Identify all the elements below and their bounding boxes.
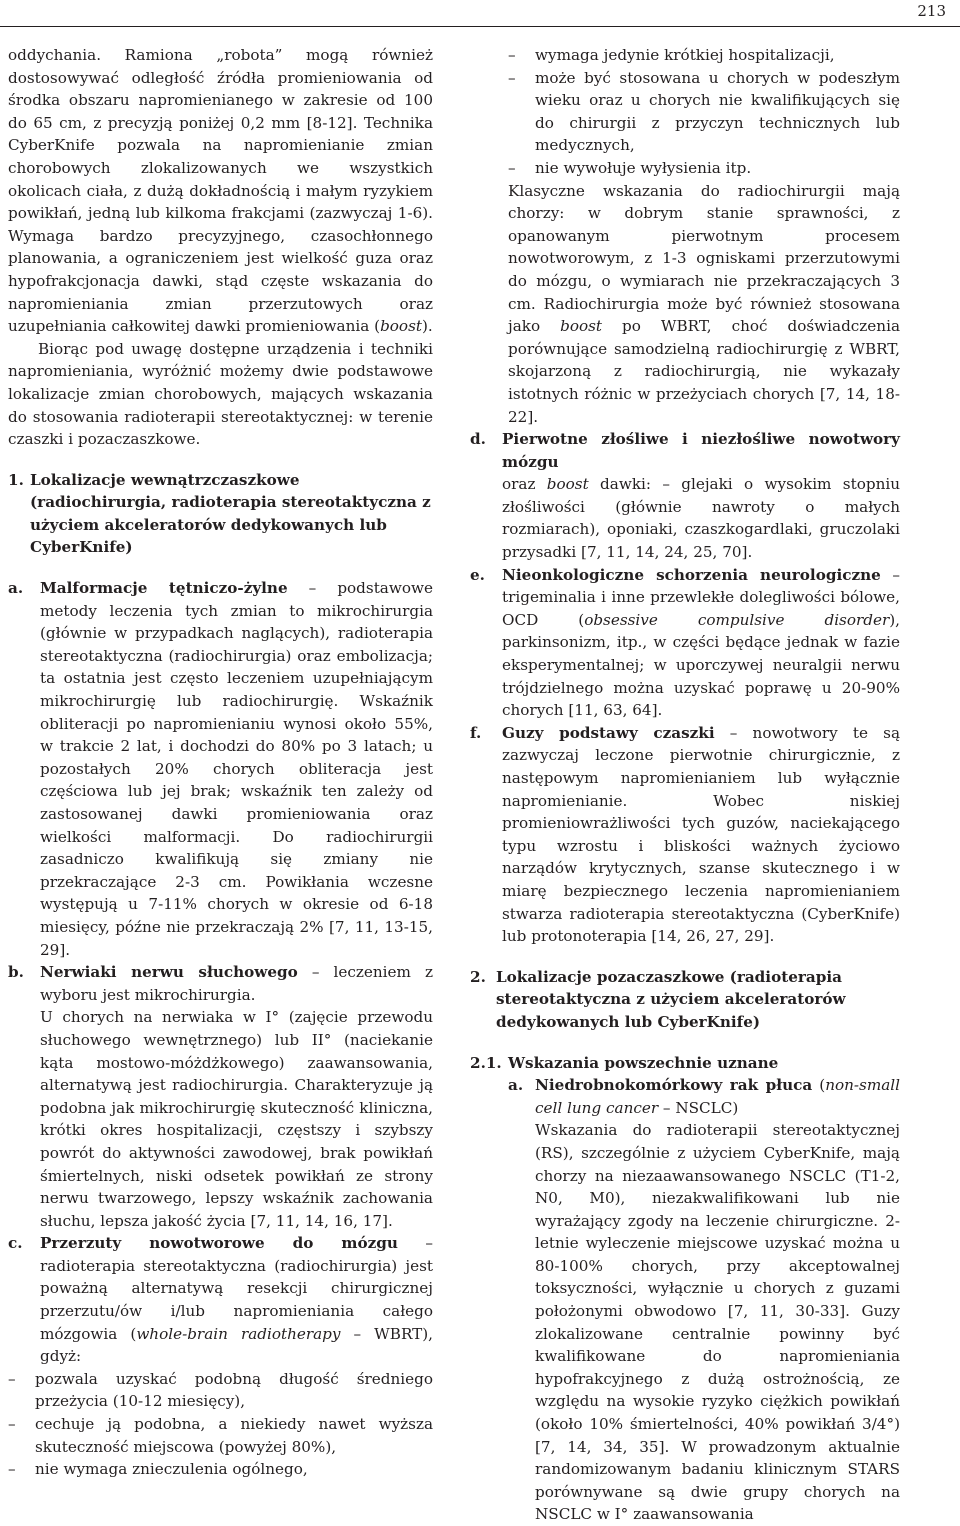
item-b: b. Nerwiaki nerwu słuchowego – leczeniem z wyboru jest mikrochirurgia. U chorych na nerwiaka w I° (zajęcie przewodu słuchowego wewnętrznego) lub II° (naciekanie kąta mostowo-móżdżkowego) zaawansowania, alternatywą jest radiochirurgia. Charakteryzuje ją podobna jak mikrochirurgię skuteczność kliniczna, krótki okres hospitalizacji, częstszy i szybszy powrót do aktywności zawodowej, brak powikłań śmiertelnych, niski odsetek powikłań ze strony nerwu twarzowego, lepszy wskaźnik zachowania słuchu, lepsza jakość życia [7, 11, 14, 16, 17].	[8, 963, 433, 1230]
page-number: 213	[917, 2, 946, 20]
item-e: e. Nieonkologiczne schorzenia neurologiczne – trigeminalia i inne przewlekłe dolegliwości bólowe, OCD (obsessive compulsive disorder), parkinsonizm, itp., w części będące jednak w fazie eksperymentalnej; w uporczywej neuralgii nerwu trójdzielnego można uzyskać poprawę u 20-90% chorych [11, 63, 64].	[470, 565, 900, 720]
section-heading-2: 2. Lokalizacje pozaczaszkowe (radioterapia stereotaktyczna z użyciem akceleratorów dedykowanych lub CyberKnife)	[470, 967, 846, 1031]
dash-item: – może być stosowana u chorych w podeszłym wieku oraz u chorych nie kwalifikujących się do chirurgii z przyczyn technicznych lub medycznych,	[508, 68, 900, 155]
dash-item: – pozwala uzyskać podobną długość średniego przeżycia (10-12 miesięcy),	[8, 1369, 433, 1411]
item-a: a. Malformacje tętniczo-żylne – podstawowe metody leczenia tych zmian to mikrochirurgia (głównie w przypadkach naglących), radioterapia stereotaktyczna (radiochirurgia) oraz embolizacja; ta ostatnia jest często leczeniem uzupełniającym mikrochirurgię lub radiochirurgię. Wskaźnik obliteracji po napromienianiu wynosi około 55%, w trakcie 2 lat, i dochodzi do 80% po 3 latach; u pozostałych 20% chorych obliteracja jest częściowa lub jej brak; wskaźnik ten zależy od zastosowanej dawki promieniowania oraz wielkości malformacji. Do radiochirurgii zasadniczo kwalifikują się zmiany nie przekraczające 2-3 cm. Powikłania wczesne występują u 7-11% chorych w okresie od 6-18 miesięcy, późne nie przekraczają 2% [7, 11, 13-15, 29].	[8, 579, 433, 959]
subsection-heading-2-1: 2.1. Wskazania powszechnie uznane	[470, 1053, 779, 1072]
header-rule	[0, 26, 960, 27]
section-heading-1: 1. Lokalizacje wewnątrzczaszkowe (radiochirurgia, radioterapia stereotaktyczna z użyciem akceleratorów dedykowanych lub CyberKnife)	[8, 470, 431, 557]
intro-paragraph: oddychania. Ramiona „robota” mogą również dostosowywać odległość źródła promieniowania od środka obszaru napromienianego w zakresie od 100 do 65 cm, z precyzją poniżej 0,2 mm [8-12]. Technika CyberKnife pozwala na napromienianie zmian chorobowych zlokalizowanych we wszystkich okolicach ciała, z dużą dokładnością i małym ryzykiem powikłań, jedną lub kilkoma frakcjami (zazwyczaj 1-6). Wymaga bardzo precyzyjnego, czasochłonnego planowania, a ograniczeniem jest wielkość guza oraz hypofrakcjonacja dawki, stąd częste wskazania do napromieniania zmian przerzutowych oraz uzupełniania całkowitej dawki promieniowania (boost).	[8, 46, 433, 336]
item-nsclc: a. Niedrobnokomórkowy rak płuca (non-small cell lung cancer – NSCLC) Wskazania do radioterapii stereotaktycznej (RS), szczególnie z użyciem CyberKnife, mają chorzy na niezaawansowanego NSCLC (T1-2, N0, M0), niezakwalifikowani lub nie wyrażający zgody na leczenie chirurgiczne. 2-letnie wyleczenie miejscowe uzyskać można u 80-100% chorych, przy akceptowalnej toksyczności, wyłącznie u chorych z guzami położonymi obwodowo [7, 11, 30-33]. Guzy zlokalizowane centralnie powinny być kwalifikowane do napromieniania hypofrakcyjnego z dużą ostrożnością, ze względu na wysokie ryzyko ciężkich powikłań (około 10% śmiertelności, 40% powikłań 3/4°) [7, 14, 34, 35]. W prowadzonym aktualnie randomizowanym badaniu klinicznym STARS porównywane są dwie grupy chorych na NSCLC w I° zaawansowania	[508, 1076, 900, 1524]
item-d: d. Pierwotne złośliwe i niezłośliwe nowotwory mózgu oraz boost dawki: – glejaki o wysokim stopniu złośliwości (głównie nawroty o małych rozmiarach), oponiaki, czaszkogardlaki, gruczolaki przysadki [7, 11, 14, 24, 25, 70].	[470, 430, 900, 562]
left-column	[8, 44, 433, 1481]
dash-item: – cechuje ją podobna, a niekiedy nawet wyższa skuteczność miejscowa (powyżej 80%),	[8, 1415, 433, 1456]
dash-item: – nie wywołuje wyłysienia itp.	[508, 158, 752, 177]
dash-item: – wymaga jedynie krótkiej hospitalizacji,	[508, 46, 835, 64]
right-column	[470, 44, 900, 1526]
item-c: c. Przerzuty nowotworowe do mózgu – radioterapia stereotaktyczna (radiochirurgia) jest poważną alternatywą resekcji chirurgicznej przerzutu/ów i/lub napromieniania całego mózgowia (whole-brain radiotherapy – WBRT), gdyż:	[8, 1234, 434, 1366]
dash-item: – nie wymaga znieczulenia ogólnego,	[8, 1460, 308, 1479]
brain-metastases-indications: Klasyczne wskazania do radiochirurgii mają chorzy: w dobrym stanie sprawności, z opanowanym pierwotnym procesem nowotworowym, z 1-3 ogniskami przerzutowymi do mózgu, o wymiarach nie przekraczających 3 cm. Radiochirurgia może być również stosowana jako boost po WBRT, choć doświadczenia porównujące samodzielną radiochirurgię z WBRT, skojarzoną z radiochirurgią, nie wykazały istotnych różnic w przeżyciach chorych [7, 14, 18-22].	[508, 181, 900, 426]
item-f: f. Guzy podstawy czaszki – nowotwory te są zazwyczaj leczone pierwotnie chirurgicznie, z następowym napromienianiem lub wyłącznie napromienianie. Wobec niskiej promieniowrażliwości tych guzów, naciekającego typu wzrostu i bliskości ważnych życiowo narządów krytycznych, szanse skutecznego i w miarę bezpiecznego leczenia napromienianiem stwarza radioterapia stereotaktyczna (CyberKnife) lub protonoterapia [14, 26, 27, 29].	[470, 723, 900, 946]
localization-paragraph: Biorąc pod uwagę dostępne urządzenia i techniki napromieniania, wyróżnić możemy dwie podstawowe lokalizacje zmian chorobowych, mających wskazania do stosowania radioterapii stereotaktycznej: w terenie czaszki i pozaczaszkowe.	[8, 339, 433, 449]
